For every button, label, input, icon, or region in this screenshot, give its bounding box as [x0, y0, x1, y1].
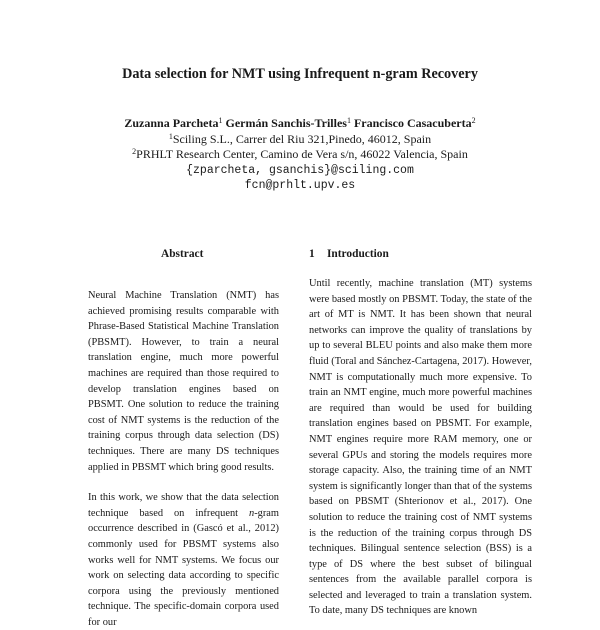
author-name: Francisco Casacuberta [353, 116, 472, 130]
abstract-paragraph: Neural Machine Translation (NMT) has achieved promising results comparable with Phrase-Based Statistical Machine Translation (PBSMT). However, to train a neural translation engine, much more powerful machines are required than those required to develop translation engines based on PBSMT. One solution to reduce the training cost of NMT systems is the reduction of the training corpus through data selection (DS) techniques. There are many DS techniques applied in PBSMT which bring good results. [88, 290, 279, 473]
author-block [0, 116, 600, 194]
abstract-heading: Abstract [161, 248, 204, 260]
section-title: Introduction [327, 248, 389, 260]
author-sup: 2 [471, 116, 476, 125]
email: {zparcheta, gsanchis}@sciling.com [186, 163, 414, 177]
author-sup: 1 [218, 116, 223, 125]
introduction-heading [309, 248, 389, 260]
author-sup: 1 [346, 116, 351, 125]
email: fcn@prhlt.upv.es [244, 179, 356, 192]
author-names [0, 116, 600, 132]
affiliation: $^1$Sciling S.L., Carrer del Riu 321,Pinedo, 46012, Spain [168, 131, 432, 146]
section-number: 1 [309, 248, 315, 260]
abstract-body [88, 288, 279, 630]
author-name: Zuzanna Parcheta [124, 116, 219, 130]
abstract-paragraph: In this work, we show that the data selection technique based on infrequent n-gram occurrence described in (Gascó et al., 2012) commonly used for PBSMT systems also works well for NMT systems. We focus our work on selecting data according to specific corpora using the previously mentioned technique. The specific-domain corpora used for our [88, 492, 279, 628]
introduction-paragraph: Until recently, machine translation (MT) systems were based mostly on PBSMT. Today, the state of the art of MT is NMT. It has been shown that neural networks can improve the quality of translations by up to several BLEU points and also make them more fluid (Toral and Sánchez-Cartagena, 2017). However, NMT is computationally much more expensive. To train an NMT engine, much more powerful machines are required than would be used for building translation engines based on PBSMT. For example, NMT engines require more RAM memory, one or several GPUs and storing the models requires more storage capacity. Also, the training time of an NMT system is significantly longer than that of the systems based on PBSMT (Shterionov et al., 2017). One solution to reduce the training cost of NMT systems is the reduction of the training corpus through DS techniques. Bilingual sentence selection (BSS) is a type of DS where the best subset of bilingual sentences from the available parallel corpora is selected and leveraged to train a translation system. To date, many DS techniques are known [309, 278, 532, 617]
author-name: Germán Sanchis-Trilles [225, 116, 347, 130]
affiliation: $^2$PRHLT Research Center, Camino de Vera s/n, 46022 Valencia, Spain [132, 147, 468, 161]
introduction-body [309, 276, 532, 619]
paper-title: Data selection for NMT using Infrequent n-gram Recovery [122, 66, 478, 82]
